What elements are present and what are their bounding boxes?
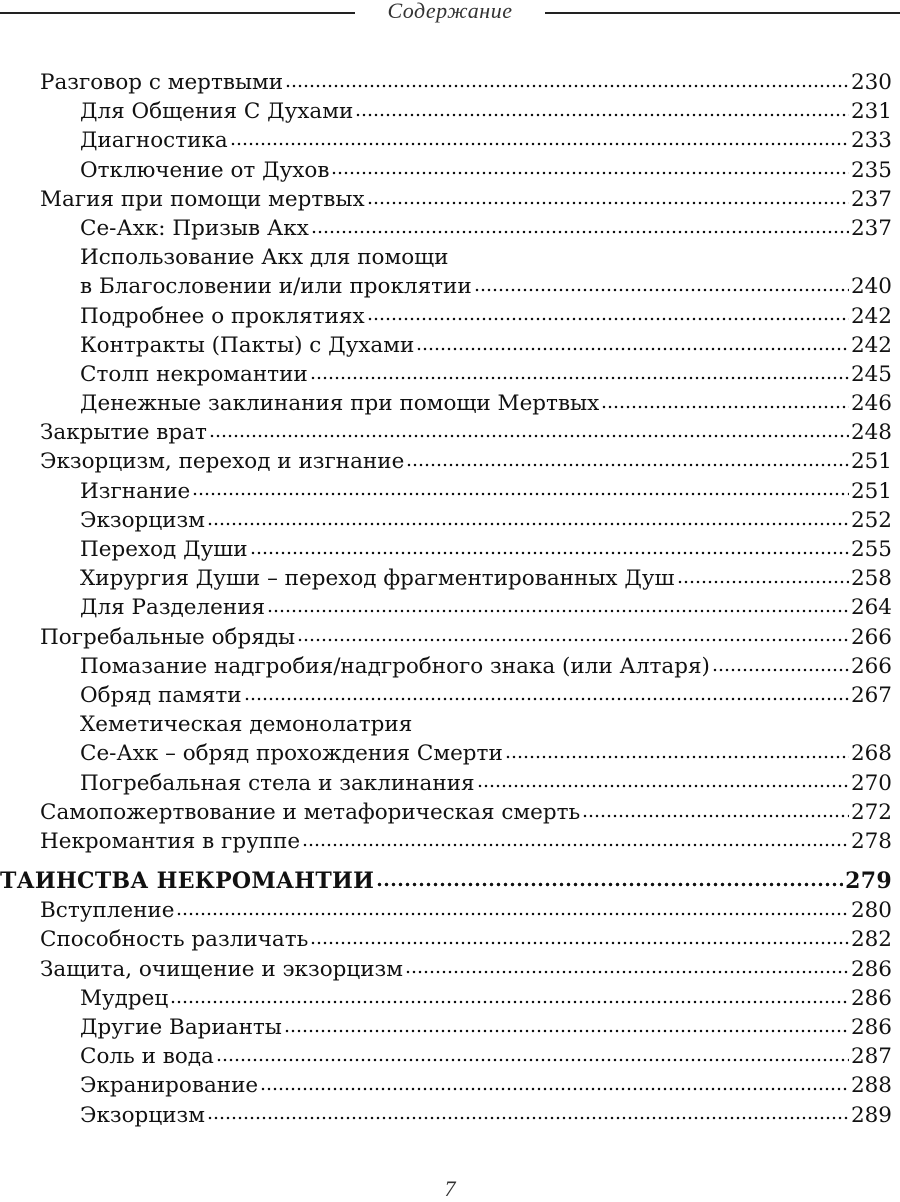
toc-entry[interactable] <box>0 418 900 447</box>
toc-entry[interactable] <box>0 984 900 1013</box>
toc-entry-page: 237 <box>850 215 892 241</box>
toc-entry-page: 233 <box>850 128 892 154</box>
toc-entry[interactable] <box>0 389 900 418</box>
toc-entry-page: 289 <box>850 1102 892 1128</box>
toc-entry-title: Для Общения С Духами <box>80 99 354 125</box>
toc-part-heading[interactable] <box>0 867 900 896</box>
dot-leader <box>310 364 849 386</box>
dot-leader <box>601 393 849 415</box>
toc-entry-title: Способность различать <box>40 927 309 953</box>
toc-entry-page: 270 <box>850 770 892 796</box>
dot-leader <box>355 101 849 123</box>
toc-entry[interactable] <box>0 739 900 768</box>
toc-entry-title: Отключение от Духов <box>80 157 330 183</box>
toc-entry[interactable] <box>0 477 900 506</box>
toc-entry-page: 280 <box>850 898 892 924</box>
dot-leader <box>250 539 849 561</box>
toc-entry-page: 264 <box>850 595 892 621</box>
toc-entry[interactable] <box>0 681 900 710</box>
toc-entry-page: 287 <box>850 1044 892 1070</box>
dot-leader <box>192 480 849 502</box>
toc-entry-title: Контракты (Пакты) с Духами <box>80 332 415 358</box>
toc-entry-page: 266 <box>850 624 892 650</box>
toc-entry[interactable] <box>0 272 900 301</box>
toc-entry-title: Закрытие врат <box>40 420 207 446</box>
toc-entry[interactable] <box>0 360 900 389</box>
toc-entry-title: Погребальные обряды <box>40 624 296 650</box>
toc-entry-page: 252 <box>850 507 892 533</box>
toc-entry[interactable] <box>0 447 900 476</box>
toc-entry[interactable] <box>0 97 900 126</box>
toc-entry-page: 245 <box>850 361 892 387</box>
toc-entry-title: Помазание надгробия/надгробного знака (или Алтаря) <box>80 653 710 679</box>
dot-leader <box>310 929 849 951</box>
toc-entry-title: Подробнее о проклятиях <box>80 303 365 329</box>
toc-entry-page: 242 <box>850 332 892 358</box>
toc-entry-title: Самопожертвование и метафорическая смерть <box>40 799 581 825</box>
dot-leader <box>712 656 849 678</box>
toc-entry[interactable] <box>0 955 900 984</box>
toc-entry[interactable] <box>0 564 900 593</box>
toc-entry[interactable] <box>0 1071 900 1100</box>
toc-entry[interactable] <box>0 1013 900 1042</box>
dot-leader <box>244 685 849 707</box>
toc-entry-page: 286 <box>850 985 892 1011</box>
toc-entry-title: Магия при помощи мертвых <box>40 186 365 212</box>
toc-entry-title: Разговор с мертвыми <box>40 70 284 95</box>
toc-entry-page: 267 <box>850 682 892 708</box>
toc-entry[interactable] <box>0 156 900 185</box>
toc-entry-title: Для Разделения <box>80 595 266 621</box>
dot-leader <box>406 451 849 473</box>
toc-entry-title: Диагностика <box>80 128 228 154</box>
toc-entry-page: 268 <box>850 741 892 767</box>
dot-leader <box>176 900 848 922</box>
toc-entry-title: Хеметическая демонолатрия <box>80 712 413 738</box>
toc-entry[interactable] <box>0 126 900 155</box>
toc-entry-title: Изгнание <box>80 478 191 504</box>
toc-entry[interactable] <box>0 925 900 954</box>
dot-leader <box>367 189 849 211</box>
dot-leader <box>302 831 849 853</box>
dot-leader <box>285 72 849 94</box>
toc-entry-title: Хирургия Души – переход фрагментированных Душ <box>80 566 675 592</box>
toc-entry-title: ТАИНСТВА НЕКРОМАНТИИ <box>0 868 375 895</box>
toc-entry-title: Обряд памяти <box>80 682 242 708</box>
toc-entry-page: 255 <box>850 537 892 562</box>
toc-entry-title: Вступление <box>40 898 175 924</box>
toc-entry-title: Использование Акх для помощи <box>80 245 449 271</box>
toc-entry-page: 278 <box>850 828 892 854</box>
toc-entry-title: Денежные заклинания при помощи Мертвых <box>80 391 600 417</box>
dot-leader <box>207 1104 849 1126</box>
dot-leader <box>405 958 849 980</box>
toc-entry-page: 258 <box>850 566 892 592</box>
toc-entry-title: Столп некромантии <box>80 361 308 387</box>
toc-entry-page: 231 <box>850 99 892 125</box>
toc-entry-page: 286 <box>850 956 892 982</box>
toc-entry-title: Экранирование <box>80 1073 259 1099</box>
dot-leader <box>216 1046 849 1068</box>
toc-entry-title: Погребальная стела и заклинания <box>80 770 475 796</box>
dot-leader <box>474 276 849 298</box>
dot-leader <box>207 510 849 532</box>
toc-entry[interactable] <box>0 1042 900 1071</box>
toc-entry[interactable] <box>0 827 900 856</box>
toc-entry[interactable] <box>0 798 900 827</box>
dot-leader <box>416 335 849 357</box>
toc-entry-page: 266 <box>850 653 892 679</box>
toc-entry[interactable] <box>0 1101 900 1130</box>
header-rule-right <box>545 12 900 14</box>
toc-entry[interactable] <box>0 243 900 272</box>
dot-leader <box>582 802 849 824</box>
dot-leader <box>331 159 848 181</box>
toc-entry[interactable] <box>0 623 900 652</box>
toc-entry[interactable] <box>0 710 900 739</box>
toc-entry-page: 246 <box>850 391 892 417</box>
toc-entry-page: 272 <box>850 799 892 825</box>
toc-entry[interactable] <box>0 302 900 331</box>
toc-entry-title: Другие Варианты <box>80 1015 282 1040</box>
toc-entry-title: Переход Души <box>80 537 248 562</box>
dot-leader <box>230 130 849 152</box>
dot-leader <box>505 743 849 765</box>
toc-entry-title: Экзорцизм, переход и изгнание <box>40 449 405 475</box>
header-rule-left <box>0 12 355 14</box>
dot-leader <box>297 626 849 648</box>
toc-entry-page: 235 <box>850 157 892 183</box>
toc-entry[interactable] <box>0 896 900 925</box>
toc-entry-page: 251 <box>850 478 892 504</box>
toc-entry-title: Се-Ахк – обряд прохождения Смерти <box>80 741 503 767</box>
toc-entry-page: 286 <box>850 1015 892 1040</box>
toc-entry-page: 282 <box>850 927 892 953</box>
toc-entry[interactable] <box>0 68 900 97</box>
dot-leader <box>677 568 849 590</box>
toc-entry[interactable] <box>0 506 900 535</box>
toc-entry-page: 288 <box>850 1073 892 1099</box>
dot-leader <box>477 772 849 794</box>
toc-entry-page: 251 <box>850 449 892 475</box>
toc-entry-page: 230 <box>850 70 892 95</box>
table-of-contents <box>0 68 900 1130</box>
dot-leader <box>367 305 849 327</box>
toc-entry[interactable] <box>0 185 900 214</box>
toc-entry-title: Защита, очищение и экзорцизм <box>40 956 404 982</box>
toc-entry-page: 242 <box>850 303 892 329</box>
toc-entry-title: Экзорцизм <box>80 1102 205 1128</box>
toc-entry[interactable] <box>0 214 900 243</box>
dot-leader <box>170 988 849 1010</box>
dot-leader <box>284 1017 849 1039</box>
dot-leader <box>260 1075 849 1097</box>
toc-entry-title: Некромантия в группе <box>40 828 301 854</box>
dot-leader <box>311 218 849 240</box>
toc-entry-title: Се-Ахк: Призыв Акх <box>80 215 309 241</box>
dot-leader <box>209 422 849 444</box>
page-number: 7 <box>444 1176 456 1201</box>
running-head-title: Содержание <box>387 0 513 23</box>
dot-leader <box>267 597 849 619</box>
running-head <box>0 0 900 36</box>
toc-entry-title: Мудрец <box>80 985 169 1011</box>
toc-entry-page: 240 <box>850 274 892 300</box>
toc-entry[interactable] <box>0 331 900 360</box>
toc-entry-page: 279 <box>845 868 892 895</box>
toc-entry-title: Соль и вода <box>80 1044 214 1070</box>
dot-leader <box>376 871 843 893</box>
toc-entry-page: 237 <box>850 186 892 212</box>
toc-entry-title: в Благословении и/или проклятии <box>80 274 472 300</box>
toc-entry[interactable] <box>0 593 900 622</box>
toc-entry[interactable] <box>0 535 900 564</box>
toc-entry-title: Экзорцизм <box>80 507 205 533</box>
toc-entry[interactable] <box>0 769 900 798</box>
toc-entry-page: 248 <box>850 420 892 446</box>
toc-entry[interactable] <box>0 652 900 681</box>
